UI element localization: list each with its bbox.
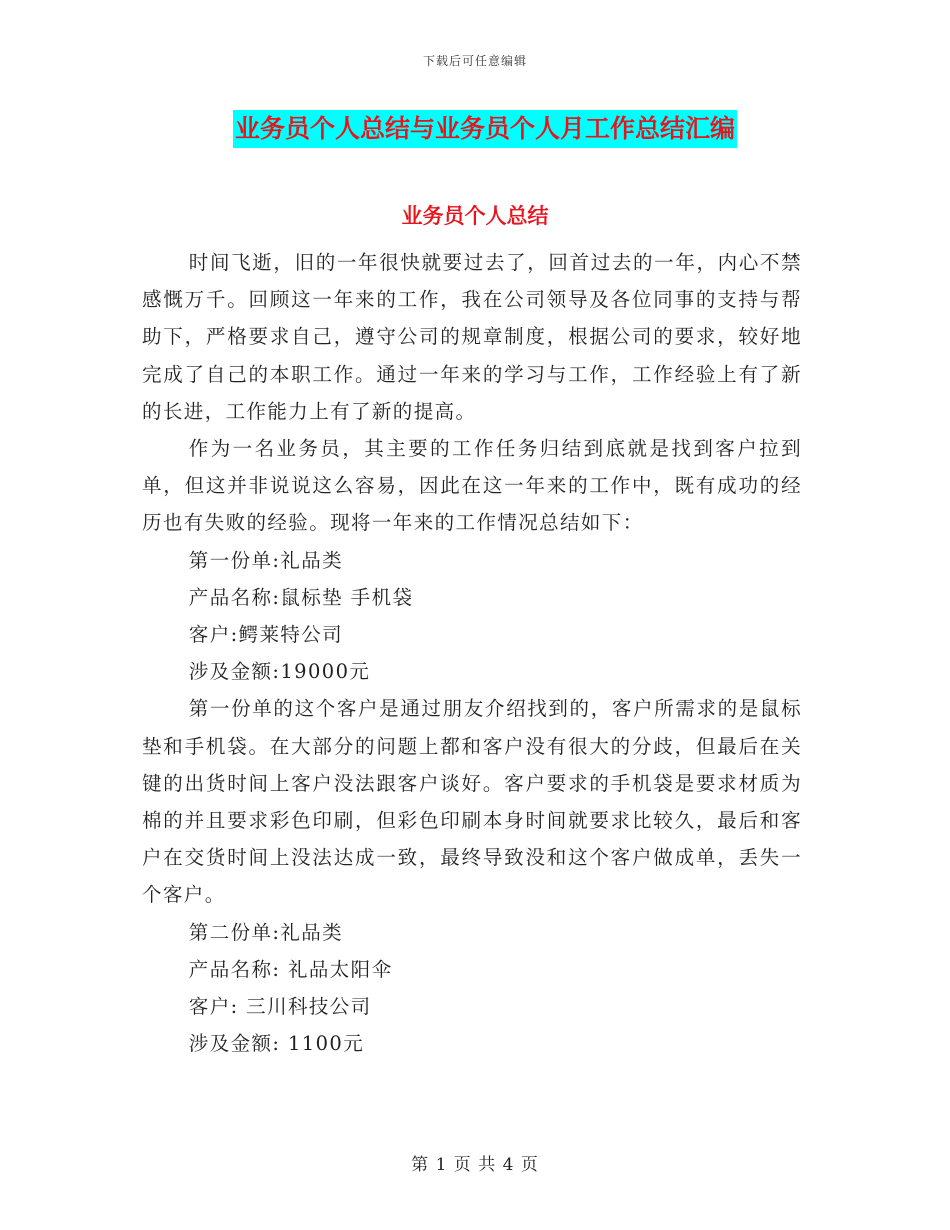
page-footer: 第 1 页 共 4 页: [411, 1155, 539, 1175]
order-amount: 涉及金额:19000元: [188, 660, 371, 684]
order-client: 客户:鳄莱特公司: [188, 623, 344, 647]
paragraph: 时间飞逝，旧的一年很快就要过去了，回首过去的一年，内心不禁感慨万千。回顾这一年来的工作，我在公司领导及各位同事的支持与帮助下，严格要求自己，遵守公司的规章制度，根据公司的要求，较好地完成了自己的本职工作。通过一年来的学习与工作，工作经验上有了新的长进，工作能力上有了新的提高。: [142, 251, 802, 423]
order-product: 产品名称:鼠标垫 手机袋: [188, 585, 414, 609]
order-category: 第二份单:礼品类: [188, 920, 344, 944]
paragraph: 作为一名业务员，其主要的工作任务归结到底就是找到客户拉到单，但这并非说说这么容易，因此在这一年来的工作中，既有成功的经历也有失败的经验。现将一年来的工作情况总结如下：: [142, 437, 802, 535]
order-product: 产品名称: 礼品太阳伞: [188, 957, 393, 981]
order-client: 客户: 三川科技公司: [188, 995, 372, 1019]
order-amount: 涉及金额: 1100元: [188, 1032, 365, 1056]
document-body: [142, 244, 802, 1062]
section-title: 业务员个人总结: [401, 204, 549, 228]
paragraph: 第一份单的这个客户是通过朋友介绍找到的，客户所需求的是鼠标垫和手机袋。在大部分的问题上都和客户没有很大的分歧，但最后在关键的出货时间上客户没法跟客户谈好。客户要求的手机袋是要求材质为棉的并且要求彩色印刷，但彩色印刷本身时间就要求比较久，最后和客户在交货时间上没法达成一致，最终导致没和这个客户做成单，丢失一个客户。: [142, 697, 802, 907]
order-category: 第一份单:礼品类: [188, 548, 344, 572]
title-container: [0, 110, 950, 148]
page-header-note: 下载后可任意编辑: [422, 54, 527, 68]
document-title: 业务员个人总结与业务员个人月工作总结汇编: [233, 110, 737, 148]
